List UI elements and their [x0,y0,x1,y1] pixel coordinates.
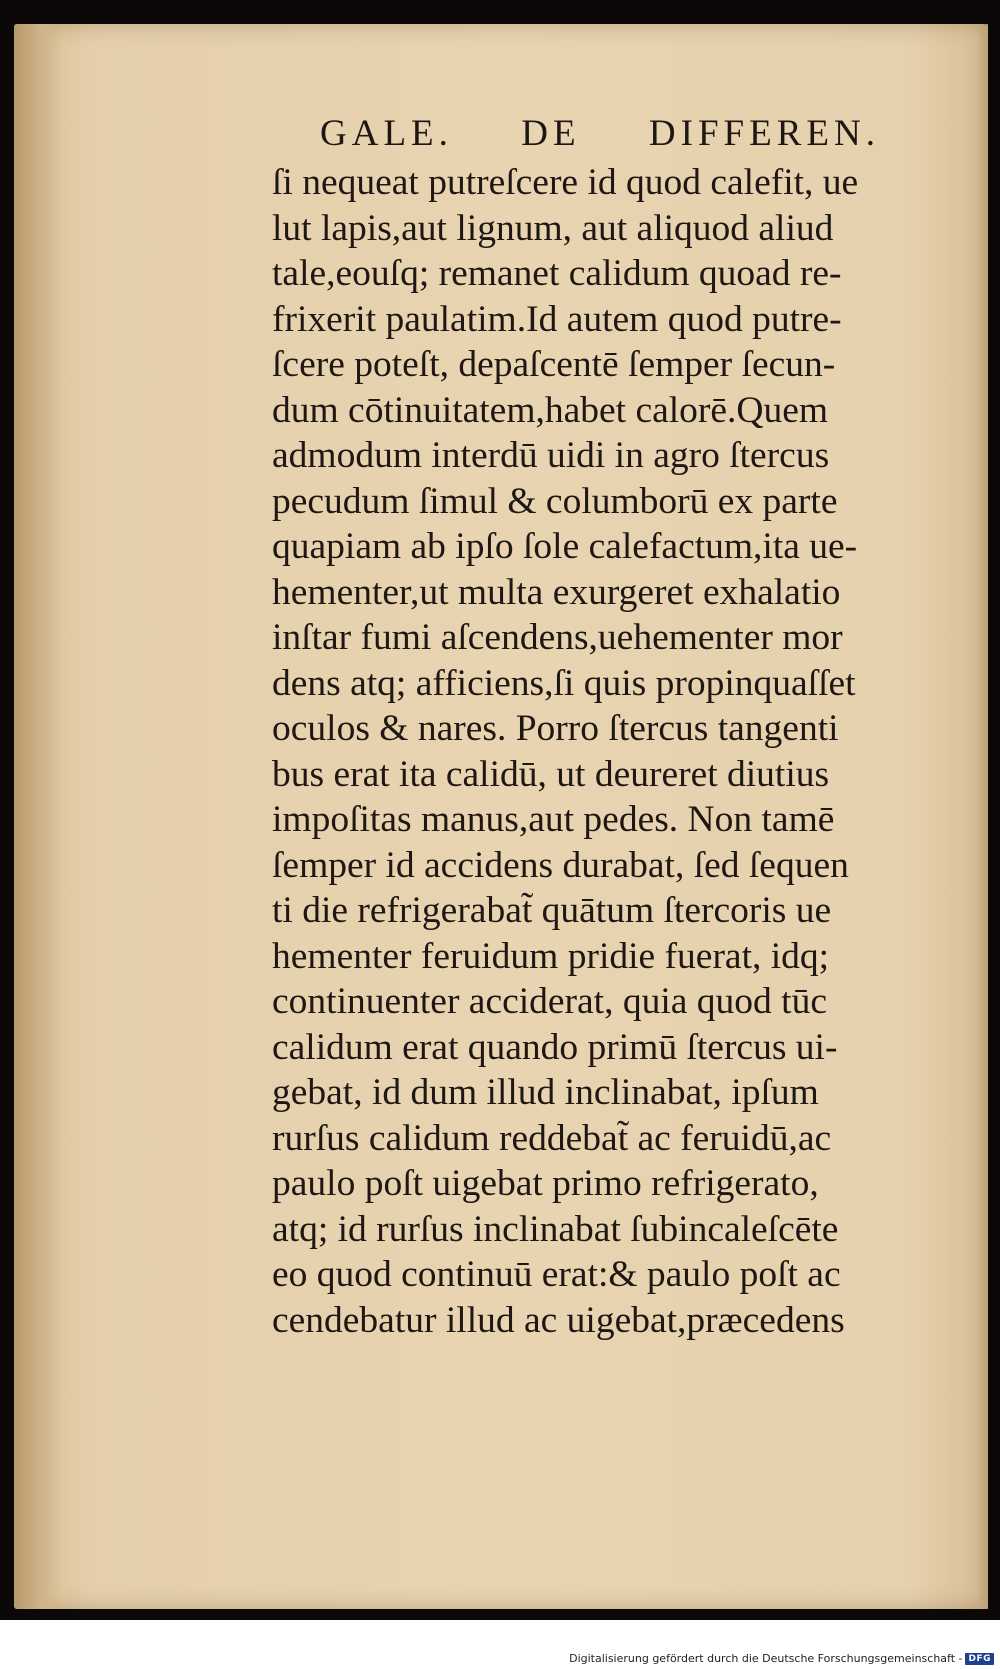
text-line: hementer feruidum pridie fuerat, idq; [272,935,830,977]
text-line: quapiam ab ipſo ſole calefactum,ita ue- [272,526,858,567]
running-head-word: GALE. [320,113,453,154]
text-line: ſi nequeat putreſcere id quod calefit, ue [272,162,859,203]
running-head [320,112,880,155]
text-line: frixerit paulatim.Id autem quod putre- [272,298,842,340]
text-line: inſtar fumi aſcendens,uehementer mor [272,617,843,658]
text-line: rurſus calidum reddebat̃ ac feruidū,ac [272,1117,832,1159]
text-line: continuenter acciderat, quia quod tūc [272,981,827,1022]
text-line: admodum interdū uidi in agro ſtercus [272,435,830,476]
text-line: pecudum ſimul & columborū ex parte [272,480,838,522]
running-head-word: DE [521,113,581,154]
running-head-word: DIFFEREN. [648,113,880,154]
credit-text: Digitalisierung gefördert durch die Deutsche Forschungsgemeinschaft - [569,1652,963,1665]
text-line: tale,eouſq; remanet calidum quoad re- [272,253,842,294]
text-line: lut lapis,aut lignum, aut aliquod aliud [272,207,834,249]
text-line: eo quod continuū erat:& paulo poſt ac [272,1254,841,1295]
text-line: impoſitas manus,aut pedes. Non tamē [272,799,835,840]
body-text [272,160,904,1343]
text-line: gebat, id dum illud inclinabat, ipſum [272,1072,819,1113]
dfg-logo: DFG [965,1653,994,1665]
text-line: ſcere poteſt, depaſcentē ſemper ſecun- [272,344,836,385]
text-line: paulo poſt uigebat primo refrigerato, [272,1163,819,1204]
page-edge-shadow [978,24,988,1609]
text-line: dens atq; afficiens,ſi quis propinquaſſet [272,662,856,704]
page-gutter-shadow [14,24,62,1609]
text-line: ſemper id accidens durabat, ſed ſequen [272,844,849,886]
text-line: oculos & nares. Porro ſtercus tangenti [272,708,839,749]
text-line: dum cōtinuitatem,habet calorē.Quem [272,389,829,431]
text-line: ti die refrigerabat̃ quātum ſtercoris ue [272,890,832,931]
text-line: bus erat ita calidū, ut deureret diutius [272,753,830,795]
digitization-credit [569,1652,994,1665]
text-line: atq; id rurſus inclinabat ſubincaleſcēte [272,1208,839,1250]
text-line: cendebatur illud ac uigebat,præcedens [272,1299,845,1341]
text-line: calidum erat quando primū ſtercus ui- [272,1026,838,1068]
text-line: hementer,ut multa exurgeret exhalatio [272,571,841,613]
